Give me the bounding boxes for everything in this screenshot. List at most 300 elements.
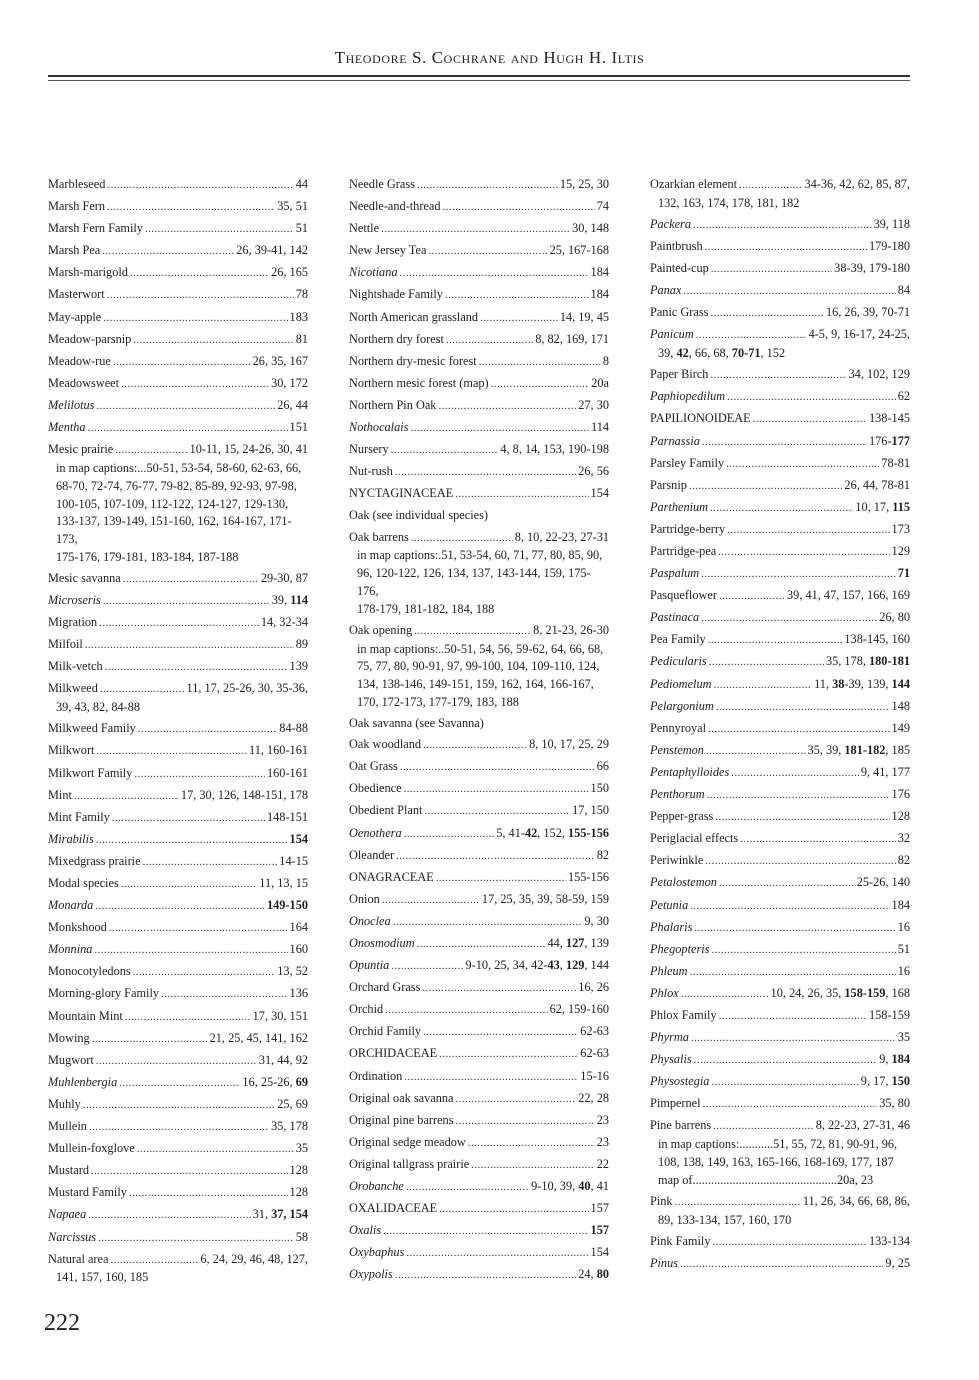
index-entry-line [349,1001,609,1020]
index-term: Oxybaphus [349,1245,405,1260]
index-pages: 31, 44, 92 [258,1052,308,1067]
dot-leader [423,1024,578,1042]
index-pages: 6, 24, 29, 46, 48, 127, [200,1251,308,1266]
index-term: Nightshade Family [349,287,443,302]
index-entry [48,919,308,938]
index-entry [48,242,308,261]
index-entry [650,216,910,235]
index-pages: 35, 39, 181-182, 185 [807,742,910,757]
index-pages: 9, 25 [885,1255,910,1270]
dot-leader [96,398,275,416]
index-entry [349,353,609,372]
index-term: Milkweed Family [48,721,136,736]
dot-leader [681,986,769,1004]
index-entry [650,1095,910,1114]
index-entry [48,809,308,828]
index-entry-line [650,304,910,323]
dot-leader [381,221,570,239]
index-entry-continuation: 39, 43, 82, 84-88 [56,700,141,715]
index-entry-line [349,529,609,548]
index-term: Mullein [48,1119,87,1134]
index-term: Mesic savanna [48,571,121,585]
index-entry [650,304,910,323]
dot-leader [95,898,265,916]
dot-leader [708,721,890,739]
index-term: Pastinaca [650,610,700,625]
index-entry [48,875,308,894]
index-entry-line [349,715,609,733]
index-term: Parthenium [650,499,709,514]
index-term: NYCTAGINACEAE [349,486,454,501]
index-entry [48,1229,308,1248]
dot-leader [713,677,812,695]
index-entry [48,1206,308,1225]
index-term: Ozarkian element [650,177,738,191]
index-entry [48,198,308,217]
index-entry [349,286,609,305]
index-pages: 14, 32-34 [260,615,308,630]
dot-leader [410,420,589,438]
index-pages: 8, 10, 22-23, 27-31 [514,529,609,544]
index-pages: 32 [897,831,910,846]
index-term: Marsh Fern [48,199,106,214]
index-term: Mustard [48,1163,89,1178]
index-term: Obedient Plant [349,803,423,818]
dot-leader [96,832,288,850]
dot-leader [138,721,278,739]
index-pages: 30, 148 [572,221,609,236]
dot-leader [83,1097,275,1115]
index-entry [349,242,609,261]
index-term: Mint [48,787,72,802]
index-entry-line [48,680,308,699]
index-entry [650,1193,910,1230]
index-entry-line [349,780,609,799]
index-pages: 35, 178, 180-181 [825,654,910,669]
page-number: 222 [44,1310,80,1336]
index-entry-line [48,1118,308,1137]
index-entry [650,1051,910,1070]
index-pages: 136 [289,986,308,1001]
index-entry-line [650,764,910,783]
index-entry-line [650,433,910,452]
dot-leader [740,831,896,849]
dot-leader [683,283,895,301]
index-entry-line [650,919,910,938]
index-entry-continuation: 39, 42, 66, 68, 70-71, 152 [658,346,786,361]
index-entry-line [349,507,609,525]
dot-leader [161,986,288,1004]
index-entry [650,282,910,301]
index-entry-line [48,570,308,589]
index-entry [48,1162,308,1181]
index-entry-line [650,366,910,385]
index-pages: 39, 114 [271,593,308,608]
index-entry [48,1008,308,1027]
dot-leader [718,544,889,562]
dot-leader [137,1141,294,1159]
index-term: Northern dry forest [349,331,444,346]
index-entry-line [48,658,308,677]
index-entry [650,941,910,960]
dot-leader [109,920,288,938]
index-entry-line [650,985,910,1004]
index-entry [349,264,609,283]
index-entry [48,787,308,806]
index-pages: 9-10, 39, 40, 41 [531,1179,609,1194]
dot-leader [143,854,278,872]
dot-leader [711,942,895,960]
index-pages: 128 [289,1185,308,1200]
index-entry-line [349,1112,609,1131]
index-entry-line [650,1117,910,1136]
index-pages: 17, 30, 151 [252,1008,308,1023]
index-pages: 16, 25-26, 69 [242,1074,308,1089]
index-entry-line [650,565,910,584]
index-term: North American grassland [349,309,479,324]
dot-leader [107,177,293,195]
index-entry-continuation: 68-70, 72-74, 76-77, 79-82, 85-89, 92-93, 97-98, [56,478,297,493]
dot-leader [115,442,187,460]
index-pages: 35, 178 [271,1119,308,1134]
index-pages: 11, 13, 15 [259,876,308,891]
index-entry [650,543,910,562]
index-entry-line [349,441,609,460]
index-entry [349,1001,609,1020]
index-term: Paphiopedilum [650,389,726,404]
index-entry [349,375,609,394]
dot-leader [471,1157,595,1175]
index-term: Marsh Pea [48,243,101,258]
index-pages: 8, 82, 169, 171 [535,331,609,346]
index-entry [349,957,609,976]
index-pages: 27, 30 [578,397,609,412]
dot-leader [694,920,895,938]
index-pages: 160-161 [267,765,308,780]
dot-leader [439,1046,578,1064]
index-entry-line [650,499,910,518]
index-term: ORCHIDACEAE [349,1046,438,1061]
index-entry-continuation: 132, 163, 174, 178, 181, 182 [658,195,800,210]
index-term: Marsh Fern Family [48,221,143,236]
dot-leader [105,659,288,677]
index-entry-line [349,485,609,504]
index-term: Milkweed [48,681,98,696]
index-entry [650,521,910,540]
dot-leader [89,1119,269,1137]
index-pages: 84-88 [279,721,308,736]
index-pages: 26, 80 [879,610,910,625]
index-term: Opuntia [349,958,390,973]
index-entry-line [650,543,910,562]
index-entry-line [349,825,609,844]
index-pages: 82 [897,853,910,868]
index-term: Milk-vetch [48,659,103,674]
index-pages: 62 [897,389,910,404]
dot-leader [85,637,294,655]
index-pages: 183 [289,309,308,324]
dot-leader [129,1185,288,1203]
dot-leader [422,980,576,998]
index-term: Oak opening [349,622,413,637]
index-pages: 25, 167-168 [549,243,609,258]
index-term: Morning-glory Family [48,986,160,1001]
index-entry [349,220,609,239]
index-term: Oat Grass [349,759,398,774]
dot-leader [428,243,547,261]
index-entry-line [48,919,308,938]
index-entry-line [48,636,308,655]
index-pages: 23 [596,1112,609,1127]
index-term: Modal species [48,876,119,891]
index-entry-line [349,891,609,910]
index-pages: 38-39, 179-180 [834,261,910,276]
index-entry [48,765,308,784]
index-entry [650,366,910,385]
index-entry [48,742,308,761]
index-pages: 22, 28 [578,1090,609,1105]
index-pages: 129 [891,544,910,558]
index-entry-line [650,176,910,195]
index-term: Monocotyledons [48,964,131,979]
index-entry-line [650,742,910,761]
index-entry-line [650,963,910,982]
index-pages: 35, 51 [277,199,308,214]
index-term: Mountain Mint [48,1008,123,1023]
index-entry-line [349,264,609,283]
dot-leader [727,522,889,540]
dot-leader [383,1223,588,1241]
index-term: Phlox [650,985,679,1000]
dot-leader [719,875,855,893]
index-entry [650,676,910,695]
index-term: Phegopteris [650,941,710,956]
index-entry-line [650,521,910,540]
dot-leader [438,398,576,416]
index-pages: 16, 26 [578,980,609,995]
index-entry [650,477,910,496]
index-entry-line [349,1045,609,1064]
index-term: Partridge-pea [650,544,717,558]
index-pages: 138-145 [869,411,910,426]
index-entry-line [650,897,910,916]
index-pages: 184 [590,265,609,280]
dot-leader [121,376,269,394]
index-entry [650,852,910,871]
index-entry-line [349,758,609,777]
dot-leader [726,456,879,474]
index-term: Oxypolis [349,1267,393,1282]
index-pages: 74 [596,199,609,214]
dot-leader [400,759,595,777]
index-term: Oleander [349,847,395,862]
dot-leader [396,848,595,866]
index-pages: 66 [596,759,609,774]
dot-leader [707,787,890,805]
index-entry [650,565,910,584]
index-entry-line [349,1134,609,1153]
index-entry-line [48,1140,308,1159]
dot-leader [102,243,234,261]
index-entry [349,198,609,217]
dot-leader [436,870,566,888]
index-entry-line [650,808,910,827]
dot-leader [414,623,531,641]
index-entry-line [48,941,308,960]
index-term: Mesic prairie [48,442,114,457]
index-entry-line [650,410,910,429]
index-pages: 160 [289,942,308,957]
index-entry [48,941,308,960]
index-pages: 62-63 [580,1046,609,1061]
dot-leader [134,766,265,784]
index-entry-line [349,1178,609,1197]
index-term: Phyrma [650,1030,689,1045]
index-pages: 150 [590,781,609,796]
index-entry-line [48,441,308,460]
index-term: Pelargonium [650,698,714,713]
index-term: Needle-and-thread [349,199,441,214]
dot-leader [701,566,896,584]
dot-leader [400,265,589,283]
index-pages: 114 [591,420,609,435]
dot-leader [130,265,269,283]
index-entry [650,1029,910,1048]
index-term: Natural area [48,1251,109,1266]
dot-leader [480,310,558,328]
index-term: Onosmodium [349,936,415,950]
index-entry [650,631,910,650]
index-pages: 13, 52 [277,964,308,979]
index-term: Mentha [48,420,86,435]
index-entry-line [48,242,308,261]
index-entry-line [349,397,609,416]
index-entry [48,1030,308,1049]
index-entry [349,309,609,328]
index-entry-line [650,477,910,496]
dot-leader [103,310,287,328]
index-entry [48,614,308,633]
index-pages: 148-151 [267,809,308,824]
index-entry [650,720,910,739]
dot-leader [393,914,583,932]
index-entry-continuation: 141, 157, 160, 185 [56,1270,149,1285]
index-entry-line [650,631,910,650]
index-entry-line [650,609,910,628]
index-term: Napaea [48,1207,87,1222]
dot-leader [100,681,185,699]
index-pages: 39, 41, 47, 157, 166, 169 [787,588,910,603]
dot-leader [731,765,859,783]
index-pages: 44 [295,177,308,191]
index-entry-line [349,309,609,328]
index-entry-line [349,1266,609,1285]
index-entry [48,1118,308,1137]
index-entry [349,1023,609,1042]
index-term: Meadowsweet [48,375,120,390]
index-pages: 51 [295,221,308,236]
index-entry-line [349,1023,609,1042]
index-entry-continuation: 133-137, 139-149, 151-160, 162, 164-167, 171-173, [56,514,292,547]
index-entry-line [650,1051,910,1070]
dot-leader [479,354,601,372]
index-term: Pediomelum [650,676,712,691]
index-entry-continuation: in map captions:.51, 53-54, 60, 71, 77, 80, 85, 90, [357,548,603,563]
dot-leader [716,699,890,717]
index-pages: 78-81 [881,455,910,470]
index-entry-line [349,736,609,755]
index-term: Penstemon [650,742,704,757]
index-term: Mint Family [48,809,110,824]
index-entry-line [48,353,308,372]
index-pages: 151 [289,420,308,435]
index-entry [349,913,609,932]
index-entry-line [349,1090,609,1109]
index-pages: 8 [602,353,609,368]
index-entry-line [349,353,609,372]
dot-leader [423,737,527,755]
index-pages: 149-150 [267,898,308,913]
index-entry-line [650,1073,910,1092]
index-entry-line [349,1222,609,1241]
dot-leader [385,1002,547,1020]
index-entry-line [349,979,609,998]
index-term: May-apple [48,309,102,324]
index-entry-continuation: map of...............................................20a, 23 [658,1172,874,1187]
index-pages: 157 [590,1223,609,1238]
dot-leader [709,654,824,672]
index-term: Orchard Grass [349,980,421,995]
dot-leader [395,1267,577,1285]
index-entry-line [48,419,308,438]
index-entry [48,1096,308,1115]
index-entry-line [349,419,609,438]
dot-leader [74,788,179,806]
index-pages: 35 [295,1141,308,1156]
index-entry-line [349,622,609,641]
index-entry-line [650,852,910,871]
index-pages: 9-10, 25, 34, 42-43, 129, 144 [465,958,609,973]
index-term: Nicotiana [349,265,398,280]
index-term: Oak woodland [349,737,422,752]
index-term: Nut-rush [349,464,393,479]
dot-leader [112,810,265,828]
index-pages: 128 [891,809,910,824]
index-term: Northern mesic forest (map) [349,375,489,390]
dot-leader [395,464,577,482]
dot-leader [445,287,589,305]
index-term: Monkshood [48,920,107,935]
index-pages: 16 [897,963,910,978]
dot-leader [710,305,824,323]
index-pages: 184 [590,287,609,302]
index-entry-line [650,282,910,301]
index-pages: 176-177 [869,433,910,448]
index-entry [349,715,609,733]
index-entry [48,1140,308,1159]
index-term: Nettle [349,221,380,236]
index-pages: 16 [897,919,910,934]
index-entry [650,1007,910,1026]
index-entry [349,176,609,195]
index-term: Monarda [48,898,94,913]
index-pages: 81 [295,331,308,346]
index-term: Ordination [349,1068,403,1083]
index-entry [650,238,910,257]
index-pages: 9, 30 [584,913,609,928]
index-entry-line [650,388,910,407]
index-entry [650,1233,910,1252]
